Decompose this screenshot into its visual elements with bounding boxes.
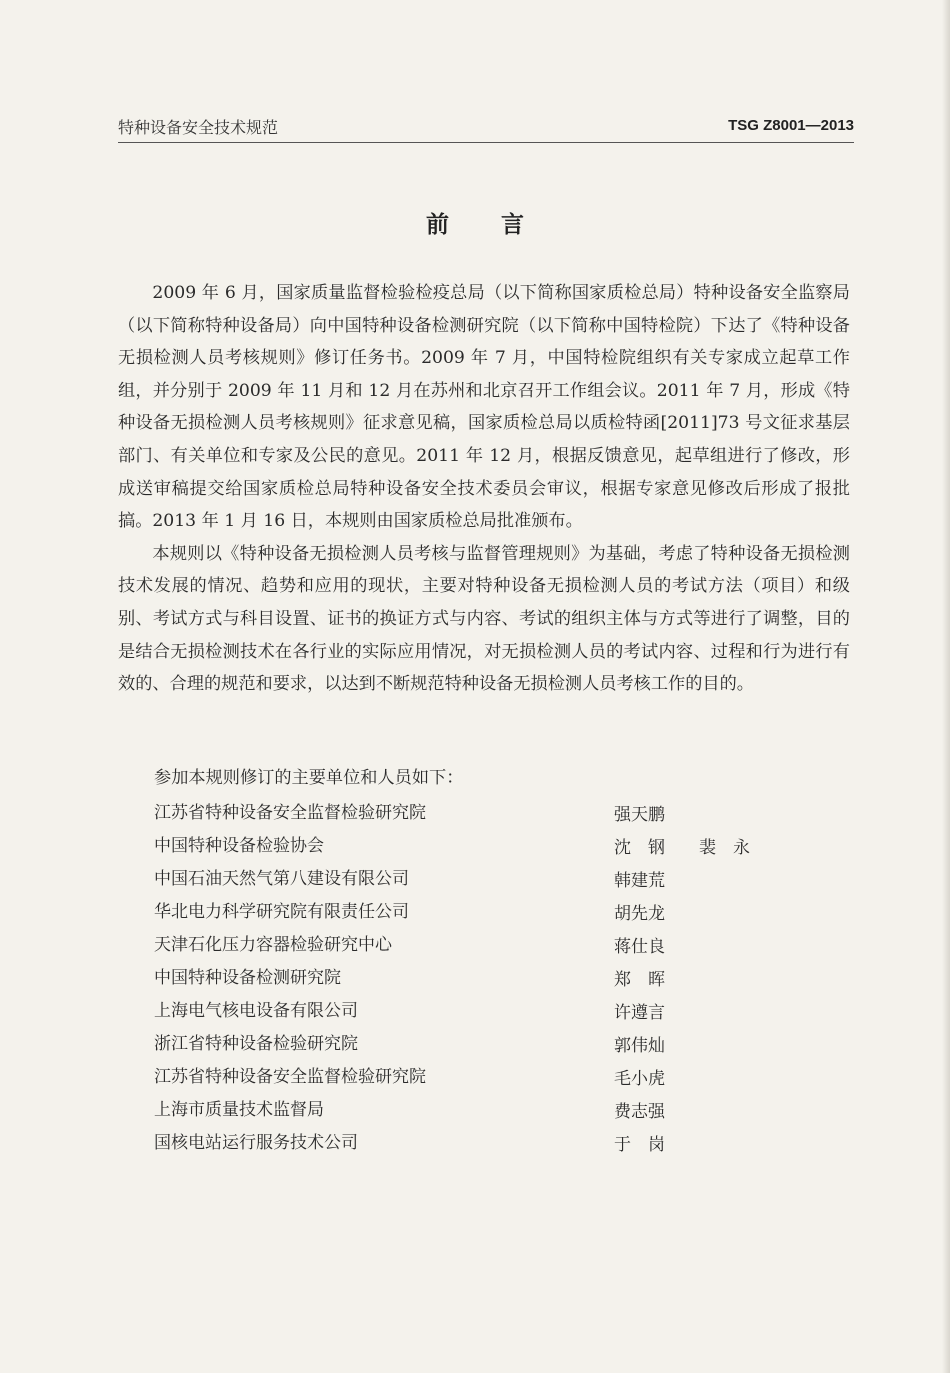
member-row — [154, 827, 794, 860]
member-org: 天津石化压力容器检验研究中心 — [154, 935, 392, 955]
member-org: 上海市质量技术监督局 — [154, 1100, 324, 1120]
member-names: 强天鹏 — [614, 805, 665, 825]
members-intro: 参加本规则修订的主要单位和人员如下： — [154, 768, 464, 788]
member-names: 郭伟灿 — [614, 1036, 665, 1056]
member-names: 于 岗 — [614, 1135, 665, 1155]
member-row — [154, 926, 794, 959]
paragraph-2: 本规则以《特种设备无损检测人员考核与监督管理规则》为基础，考虑了特种设备无损检测技术发展的情况、趋势和应用的现状，主要对特种设备无损检测人员的考试方法（项目）和级别、考试方式与科目设置、证书的换证方式与内容、考试的组织主体与方式等进行了调整，目的是结合无损检测技术在各行业的实际应用情况，对无损检测人员的考试内容、过程和行为进行有效的、合理的规范和要求，以达到不断规范特种设备无损检测人员考核工作的目的。 — [118, 543, 850, 695]
member-org: 上海电气核电设备有限公司 — [154, 1001, 358, 1021]
members-list — [154, 794, 794, 1157]
member-names: 蒋仕良 — [614, 937, 665, 957]
member-row — [154, 959, 794, 992]
member-org: 江苏省特种设备安全监督检验研究院 — [154, 1067, 426, 1087]
member-row — [154, 893, 794, 926]
paragraph-1: 2009 年 6 月，国家质量监督检验检疫总局（以下简称国家质检总局）特种设备安全监察局（以下简称特种设备局）向中国特种设备检测研究院（以下简称中国特检院）下达了《特种设备无损检测人员考核规则》修订任务书。2009 年 7 月，中国特检院组织有关专家成立起草工作组，并分别于 2009 年 11 月和 12 月在苏州和北京召开工作组会议。2011 年 7 月，形成《特种设备无损检测人员考核规则》征求意见稿，国家质检总局以质检特函[2011]73 号文征求基层部门、有关单位和专家及公民的意见。2011 年 12 月，根据反馈意见，起草组进行了修改，形成送审稿提交给国家质检总局特种设备安全技术委员会审议，根据专家意见修改后形成了报批搞。2013 年 1 月 16 日，本规则由国家质检总局批准颁布。 — [118, 283, 850, 532]
member-row — [154, 1091, 794, 1124]
header-standard-code: TSG Z8001—2013 — [728, 117, 854, 134]
member-row — [154, 1025, 794, 1058]
page-title: 前言 — [426, 212, 576, 238]
member-org: 江苏省特种设备安全监督检验研究院 — [154, 803, 426, 823]
member-names: 韩建荒 — [614, 871, 665, 891]
member-row — [154, 992, 794, 1025]
member-row — [154, 1124, 794, 1157]
preface-body — [118, 277, 850, 701]
member-org: 华北电力科学研究院有限责任公司 — [154, 902, 409, 922]
member-names: 郑 晖 — [614, 970, 665, 990]
member-names: 沈 钢 裴 永 — [614, 838, 750, 858]
header-left-title: 特种设备安全技术规范 — [118, 118, 279, 137]
member-row — [154, 1058, 794, 1091]
member-names: 毛小虎 — [614, 1069, 665, 1089]
running-header — [118, 112, 854, 143]
member-org: 中国特种设备检验协会 — [154, 836, 324, 856]
member-org: 中国石油天然气第八建设有限公司 — [154, 869, 409, 889]
member-org: 中国特种设备检测研究院 — [154, 968, 341, 988]
member-org: 国核电站运行服务技术公司 — [154, 1133, 358, 1153]
member-names: 许遵言 — [614, 1003, 665, 1023]
member-row — [154, 794, 794, 827]
member-row — [154, 860, 794, 893]
member-org: 浙江省特种设备检验研究院 — [154, 1034, 358, 1054]
member-names: 费志强 — [614, 1102, 665, 1122]
member-names: 胡先龙 — [614, 904, 665, 924]
